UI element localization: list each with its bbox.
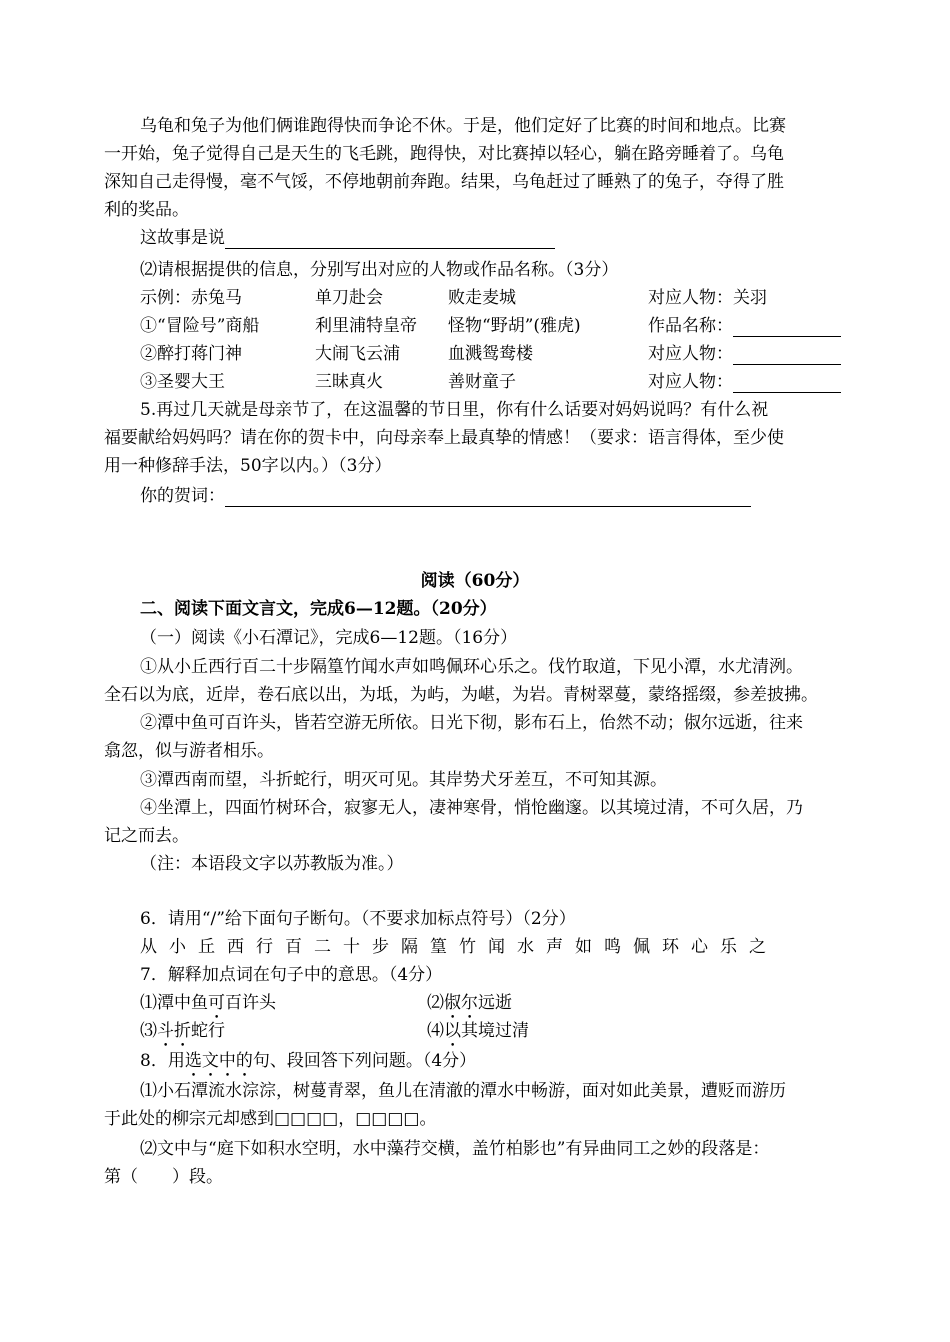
q7-item-pre: ⑴潭中鱼: [140, 993, 208, 1013]
q7-title: 7．解释加点词在句子中的意思。（4分）: [140, 965, 443, 985]
q2-cell: 善财童子: [448, 372, 516, 392]
q8-dotted-word: 选文中的: [184, 1051, 253, 1071]
q2-answer-blank[interactable]: [733, 346, 841, 365]
passage-line: 记之而去。: [104, 826, 189, 846]
q8-1-line: 于此处的柳宗元却感到□□□□，□□□□。: [104, 1109, 437, 1129]
q2-cell: 三昧真火: [315, 372, 383, 392]
story-line: 乌龟和兔子为他们俩谁跑得快而争论不休。于是，他们定好了比赛的时间和地点。比赛: [140, 116, 786, 136]
q2-cell: 单刀赴会: [315, 288, 383, 308]
q2-answer-text: 对应人物：: [648, 372, 733, 392]
q2-answer-label: [648, 371, 841, 393]
q2-answer-blank[interactable]: [733, 318, 841, 337]
q2-cell: 败走麦城: [448, 288, 516, 308]
passage-line: ②潭中鱼可百许头，皆若空游无所依。日光下彻，影布石上，佁然不动；俶尔远逝，往来: [140, 713, 803, 733]
q7-item: [140, 992, 276, 1023]
q8-title: [140, 1050, 476, 1074]
q7-item-post: 百许头: [225, 993, 276, 1013]
q8-2-line: ⑵文中与“庭下如积水空明，水中藻荇交横，盖竹柏影也”有异曲同工之妙的段落是：: [140, 1139, 770, 1159]
passage-line: ③潭西南而望，斗折蛇行，明灭可见。其岸势犬牙差互，不可知其源。: [140, 770, 667, 790]
passage-line: ④坐潭上，四面竹树环合，寂寥无人，凄神寒骨，悄怆幽邃。以其境过清，不可久居，乃: [140, 798, 803, 818]
q2-cell: ①“冒险号”商船: [140, 316, 260, 336]
q7-item-post: 其境过清: [461, 1021, 529, 1041]
q2-cell: ③圣婴大王: [140, 372, 225, 392]
q2-answer-text: 对应人物：: [648, 344, 733, 364]
q8-1-line: ⑴小石潭流水淙淙，树蔓青翠，鱼儿在清澈的潭水中畅游，面对如此美景，遭贬而游历: [140, 1081, 786, 1101]
story-line: 深知自己走得慢，毫不气馁，不停地朝前奔跑。结果，乌龟赶过了睡熟了的兔子，夺得了胜: [104, 172, 784, 192]
section-heading: 二、阅读下面文言文，完成6—12题。（20分）: [140, 599, 497, 619]
q8-title-post: 句、段回答下列问题。（4分）: [252, 1051, 477, 1071]
passage-note: （注：本语段文字以苏教版为准。）: [140, 854, 404, 874]
q2-cell: 血溅鸳鸯楼: [448, 344, 533, 364]
q7-dotted-word: 俶尔: [444, 993, 478, 1013]
q7-item: [140, 1020, 225, 1051]
passage-line: ①从小丘西行百二十步隔篁竹闻水声如鸣佩环心乐之。伐竹取道，下见小潭，水尤清洌。: [140, 657, 803, 677]
q6-sentence[interactable]: 从小丘西行百二十步隔篁竹闻水声如鸣佩环心乐之: [140, 937, 778, 957]
story-line: 一开始，兔子觉得自己是天生的飞毛跳，跑得快，对比赛掉以轻心，躺在路旁睡着了。乌龟: [104, 144, 784, 164]
q7-dotted-word: 以: [444, 1021, 461, 1041]
q7-item: [427, 1020, 529, 1051]
q7-dotted-word: 可: [208, 993, 225, 1013]
q7-item-pre: ⑷: [427, 1021, 444, 1041]
greeting-label: 你的贺词：: [140, 486, 225, 506]
q2-cell: ②醉打蒋门神: [140, 344, 242, 364]
q5-line: 5.再过几天就是母亲节了，在这温馨的节日里，你有什么话要对妈妈说吗？有什么祝: [140, 400, 769, 420]
passage-line: 翕忽，似与游者相乐。: [104, 741, 274, 761]
q6-title: 6．请用“/”给下面句子断句。（不要求加标点符号）（2分）: [140, 909, 576, 929]
q7-item-pre: ⑶: [140, 1021, 157, 1041]
q2-cell: 利里浦特皇帝: [315, 316, 417, 336]
q2-title: ⑵请根据提供的信息，分别写出对应的人物或作品名称。（3分）: [140, 260, 619, 280]
passage-line: 全石以为底，近岸，卷石底以出，为坻，为屿，为嵁，为岩。青树翠蔓，蒙络摇缀，参差披拂。: [104, 685, 818, 705]
q7-item-post: 蛇行: [191, 1021, 225, 1041]
story-prompt-label: 这故事是说: [140, 228, 225, 248]
q7-dotted-word: 斗折: [157, 1021, 191, 1041]
q2-cell: 示例：赤兔马: [140, 288, 242, 308]
q8-title-pre: 8．用: [140, 1051, 185, 1071]
sub-heading: （一）阅读《小石潭记》，完成6—12题。（16分）: [140, 628, 518, 648]
q2-cell: 怪物“野胡”(雅虎): [448, 316, 581, 336]
q5-line: 用一种修辞手法，50字以内。）（3分）: [104, 456, 392, 476]
q5-line: 福要献给妈妈吗？请在你的贺卡中，向母亲奉上最真挚的情感！（要求：语言得体，至少使: [104, 428, 784, 448]
q2-answer-label: [648, 315, 841, 337]
story-answer-blank[interactable]: [225, 230, 555, 249]
q2-answer-text: 作品名称：: [648, 316, 733, 336]
q7-item-post: 远逝: [478, 993, 512, 1013]
q2-answer-label: 对应人物：关羽: [648, 288, 767, 308]
story-prompt-row: [140, 227, 555, 251]
q2-cell: 大闹飞云浦: [315, 344, 400, 364]
reading-title: 阅读（60分）: [420, 571, 530, 591]
greeting-answer-blank[interactable]: [225, 488, 751, 507]
q2-answer-label: [648, 343, 841, 365]
story-line: 利的奖品。: [104, 200, 189, 220]
q2-answer-blank[interactable]: [733, 374, 841, 393]
q8-2-line: 第（ ）段。: [104, 1167, 223, 1187]
greeting-row: [140, 485, 751, 509]
q7-item-pre: ⑵: [427, 993, 444, 1013]
q7-item: [427, 992, 512, 1023]
